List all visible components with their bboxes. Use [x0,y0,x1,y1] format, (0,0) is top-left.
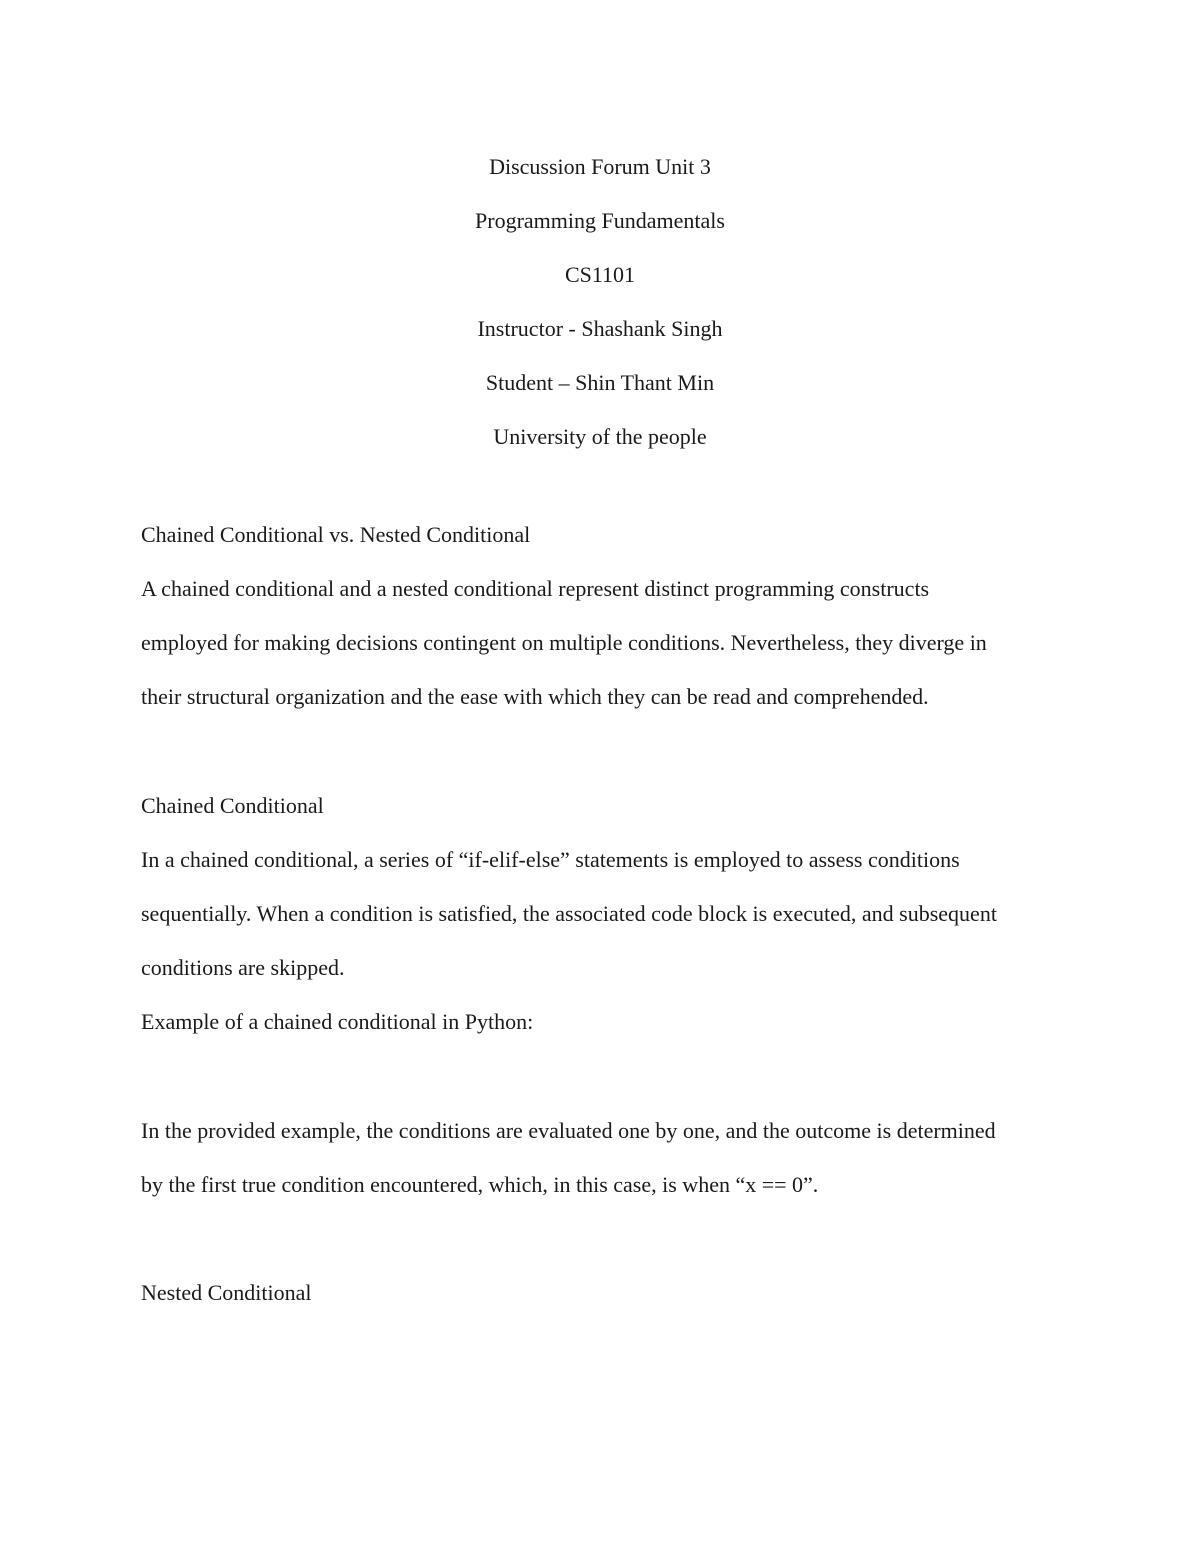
assignment-title: Discussion Forum Unit 3 [489,154,711,179]
chained-section [141,779,1081,1049]
chained-paragraph-line: sequentially. When a condition is satisfied, the associated code block is executed, and subsequent [141,901,997,926]
intro-heading: Chained Conditional vs. Nested Conditional [141,522,531,547]
instructor-name: Instructor - Shashank Singh [477,316,723,341]
example-caption: Example of a chained conditional in Python: [141,1009,534,1034]
explanation-line: In the provided example, the conditions are evaluated one by one, and the outcome is determined [141,1118,996,1143]
title-page-block [0,140,1200,464]
chained-paragraph-line: In a chained conditional, a series of “if-elif-else” statements is employed to assess conditions [141,847,960,872]
chained-heading: Chained Conditional [141,793,324,818]
university-name: University of the people [493,424,707,449]
course-code: CS1101 [564,262,636,287]
nested-section [141,1266,1081,1320]
intro-paragraph-line: employed for making decisions contingent on multiple conditions. Nevertheless, they diverge in [141,630,987,655]
intro-section [141,508,1081,724]
intro-paragraph-line: their structural organization and the ease with which they can be read and comprehended. [141,684,929,709]
student-name: Student – Shin Thant Min [485,370,715,395]
chained-explanation [141,1104,1081,1212]
nested-heading: Nested Conditional [141,1280,312,1305]
explanation-line: by the first true condition encountered, which, in this case, is when “x == 0”. [141,1172,819,1197]
intro-paragraph-line: A chained conditional and a nested conditional represent distinct programming constructs [141,576,930,601]
course-name: Programming Fundamentals [475,208,725,233]
chained-paragraph-line: conditions are skipped. [141,955,345,980]
